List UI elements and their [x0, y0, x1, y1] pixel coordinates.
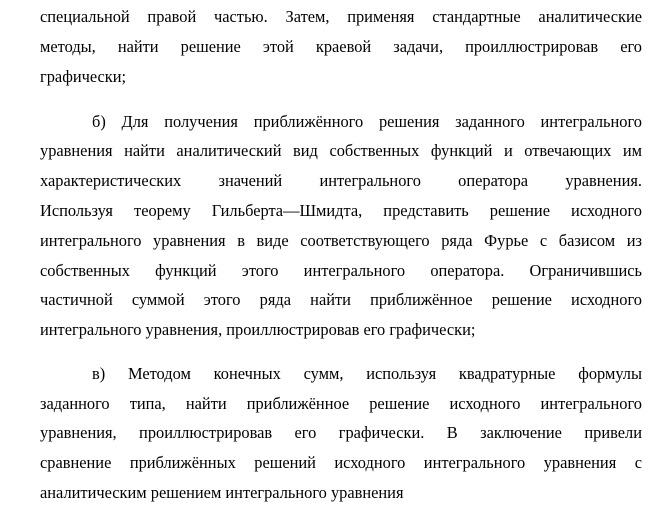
text-line: специальной правой частью. Затем, применяя стандартные аналитические	[40, 7, 642, 26]
text-line: в) Методом конечных сумм, используя квадратурные формулы	[92, 364, 642, 383]
text-line: сравнение приближённых решений исходного интегрального уравнения с	[40, 453, 642, 472]
text-line: методы, найти решение этой краевой задачи, проиллюстрировав его	[40, 37, 642, 56]
text-line: графически;	[40, 67, 127, 86]
text-line: аналитическим решением интегрального уравнения	[40, 483, 404, 502]
text-line: уравнения найти аналитический вид собственных функций и отвечающих им	[40, 141, 642, 160]
text-line: частичной суммой этого ряда найти приближённое решение исходного	[40, 290, 642, 309]
text-line: характеристических значений интегрального оператора уравнения.	[40, 171, 642, 190]
text-line: заданного типа, найти приближённое решение исходного интегрального	[40, 394, 642, 413]
text-line: интегрального уравнения, проиллюстрировав его графически;	[40, 320, 476, 339]
text-line: собственных функций этого интегрального оператора. Ограничившись	[40, 261, 642, 280]
text-line: Используя теорему Гильберта—Шмидта, представить решение исходного	[40, 201, 642, 220]
text-line: уравнения, проиллюстрировав его графически. В заключение привели	[40, 423, 642, 442]
text-line: б) Для получения приближённого решения заданного интегрального	[92, 112, 642, 131]
text-line: интегрального уравнения в виде соответствующего ряда Фурье с базисом из	[40, 231, 642, 250]
